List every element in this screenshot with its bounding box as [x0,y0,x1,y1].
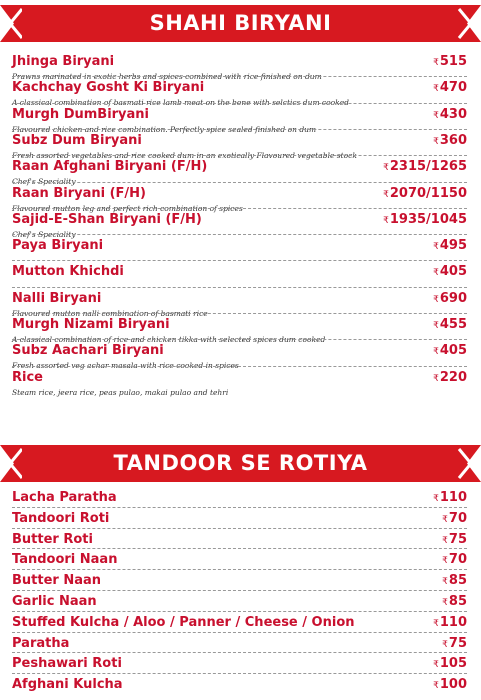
item-name: Raan Afghani Biryani (F/H) [12,159,208,175]
item-description: Fresh assorted vegetables and rice cooked dum in an exotically Flavoured vegetable stock [12,150,357,160]
section-title: TANDOOR SE ROTIYA [113,451,368,475]
menu-item [12,634,467,654]
price-value: 455 [439,317,467,332]
menu-item [12,613,467,633]
menu-item-row [12,157,467,177]
menu-item-row [12,675,467,695]
dashed-divider [12,673,467,674]
dashed-divider [12,590,467,591]
dashed-divider [12,569,467,570]
rupee-icon: ₹ [433,294,439,305]
dashed-divider [12,632,467,633]
menu-item-row [12,184,467,204]
dashed-divider [12,339,467,340]
dashed-divider [12,366,467,367]
item-name: Paratha [12,635,70,651]
item-name: Garlic Naan [12,594,97,609]
item-price [433,315,467,336]
price-value: 75 [448,635,467,651]
item-price [433,341,467,362]
item-description: Prawns marinated in exotic herbs and spices combined with rice finished on dum [12,72,322,81]
rupee-icon: ₹ [442,577,448,588]
dashed-divider [12,528,467,529]
price-value: 110 [439,490,467,505]
menu-item-row [12,634,467,654]
item-description: Flavoured mutton leg and perfect rich combination of spices [12,203,243,213]
item-price [433,131,467,152]
menu-item-row [12,52,467,72]
price-value: 405 [439,343,467,359]
menu-item [12,488,467,508]
rupee-icon: ₹ [433,494,439,504]
rupee-icon: ₹ [442,598,448,608]
rupee-icon: ₹ [433,268,439,279]
dashed-divider [12,76,467,77]
item-name: Peshawari Roti [12,656,122,672]
item-name: Raan Biryani (F/H) [12,185,146,201]
price-value: 2315/1265 [389,159,467,175]
price-value: 70 [448,510,467,526]
menu-item [12,571,467,591]
rupee-icon: ₹ [383,189,389,200]
price-value: 405 [439,264,467,280]
item-name: Kachchay Gosht Ki Biryani [12,80,205,96]
price-value: 100 [439,677,467,693]
rupee-icon: ₹ [433,618,439,629]
menu-item-row [12,105,467,125]
rupee-icon: ₹ [433,660,439,671]
dashed-divider [12,103,467,104]
price-value: 360 [439,132,467,148]
item-name: Rice [12,369,43,385]
section-banner-tandoor [0,445,481,482]
price-value: 430 [439,106,467,122]
item-description: Flavoured mutton nalli combination of basmati rice [12,308,208,318]
item-name: Paya Biryani [12,238,104,254]
rupee-icon: ₹ [433,84,439,95]
dashed-divider [12,155,467,156]
item-name: Nalli Biryani [12,290,102,306]
item-price [433,368,467,389]
rupee-icon: ₹ [442,535,448,546]
rupee-icon: ₹ [433,347,439,358]
rupee-icon: ₹ [433,681,439,692]
item-name: Butter Roti [12,531,93,547]
item-name: Butter Naan [12,573,102,589]
menu-item-row [12,613,467,633]
menu-item-row [12,210,467,230]
section-title: SHAHI BIRYANI [149,11,332,35]
menu-item [12,592,467,612]
item-name: Murgh Nizami Biryani [12,317,170,332]
dashed-divider [12,611,467,612]
item-price [433,289,467,310]
item-description: Steam rice, jeera rice, peas pulao, makai pulao and tehri [12,387,229,397]
menu-item-row [12,488,467,508]
menu-item-row [12,571,467,591]
item-description: Flavoured chicken and rice combination. Perfectly spice sealed finished on dum [12,124,317,134]
item-name: Sajid-E-Shan Biryani (F/H) [12,211,202,227]
price-value: 75 [448,531,467,547]
menu-item-row [12,236,467,256]
item-price [383,184,467,205]
price-value: 690 [439,290,467,306]
menu-item-row [12,262,467,282]
rupee-icon: ₹ [442,514,448,525]
dashed-divider [12,182,467,183]
dashed-divider [12,208,467,209]
price-value: 220 [439,369,467,385]
menu-item [12,509,467,529]
item-name: Subz Aachari Biryani [12,343,164,359]
rupee-icon: ₹ [433,321,439,331]
item-name: Afghani Kulcha [12,677,123,693]
menu-item-row [12,550,467,570]
price-value: 495 [439,238,467,254]
item-description: A classical combination of rice and chicken tikka with selected spices dum cooked [12,335,326,344]
menu-item-row [12,131,467,151]
dashed-divider [12,260,467,261]
rupee-icon: ₹ [433,110,439,121]
section-banner-biryani [0,5,481,42]
dashed-divider [12,313,467,314]
rupee-icon: ₹ [433,373,439,384]
price-value: 110 [439,614,467,630]
price-value: 85 [448,594,467,609]
price-value: 105 [439,656,467,672]
item-name: Lacha Paratha [12,490,117,505]
rupee-icon: ₹ [383,215,389,226]
item-price [383,210,467,231]
price-value: 515 [439,54,467,69]
dashed-divider [12,507,467,508]
dashed-divider [12,548,467,549]
price-value: 470 [439,80,467,96]
price-value: 70 [448,552,467,568]
menu-item [12,675,467,695]
menu-item [12,368,467,398]
menu-item-row [12,654,467,674]
menu-item-row [12,78,467,98]
menu-item-row [12,530,467,550]
item-price [383,157,467,178]
menu-item-row [12,509,467,529]
rupee-icon: ₹ [383,163,389,174]
item-name: Mutton Khichdi [12,264,124,280]
menu-item-row [12,315,467,335]
menu-item-row [12,592,467,612]
menu-item-row [12,341,467,361]
dashed-divider [12,234,467,235]
item-price [433,262,467,283]
item-name: Tandoori Naan [12,552,118,568]
rupee-icon: ₹ [433,136,439,147]
item-name: Subz Dum Biryani [12,132,142,148]
menu-item [12,550,467,570]
item-name: Jhinga Biryani [12,54,115,69]
rupee-icon: ₹ [442,639,448,650]
menu-item [12,654,467,674]
item-description: Chef's Speciality [12,229,76,239]
menu-item [12,262,467,282]
price-value: 85 [448,573,467,589]
rupee-icon: ₹ [433,58,439,68]
menu-item [12,530,467,550]
dashed-divider [12,129,467,130]
item-name: Tandoori Roti [12,510,110,526]
dashed-divider [12,287,467,288]
item-price [433,105,467,126]
item-description: A classical combination of basmati rice lamb meat on the bone with selctics dum cooked [12,98,349,108]
rupee-icon: ₹ [442,556,448,567]
price-value: 2070/1150 [389,185,467,201]
item-name: Murgh DumBiryani [12,106,150,122]
item-description: Chef's Speciality [12,177,76,187]
item-price [433,236,467,257]
rupee-icon: ₹ [433,242,439,253]
menu-item [12,236,467,256]
item-price [433,78,467,99]
item-price [433,675,467,696]
menu-item-row [12,368,467,388]
item-name: Stuffed Kulcha / Aloo / Panner / Cheese / Onion [12,614,355,630]
menu-item-row [12,289,467,309]
dashed-divider [12,652,467,653]
price-value: 1935/1045 [389,211,467,227]
item-price [433,52,467,73]
item-description: Fresh assorted veg achar masala with rice cooked in spices [12,361,239,371]
